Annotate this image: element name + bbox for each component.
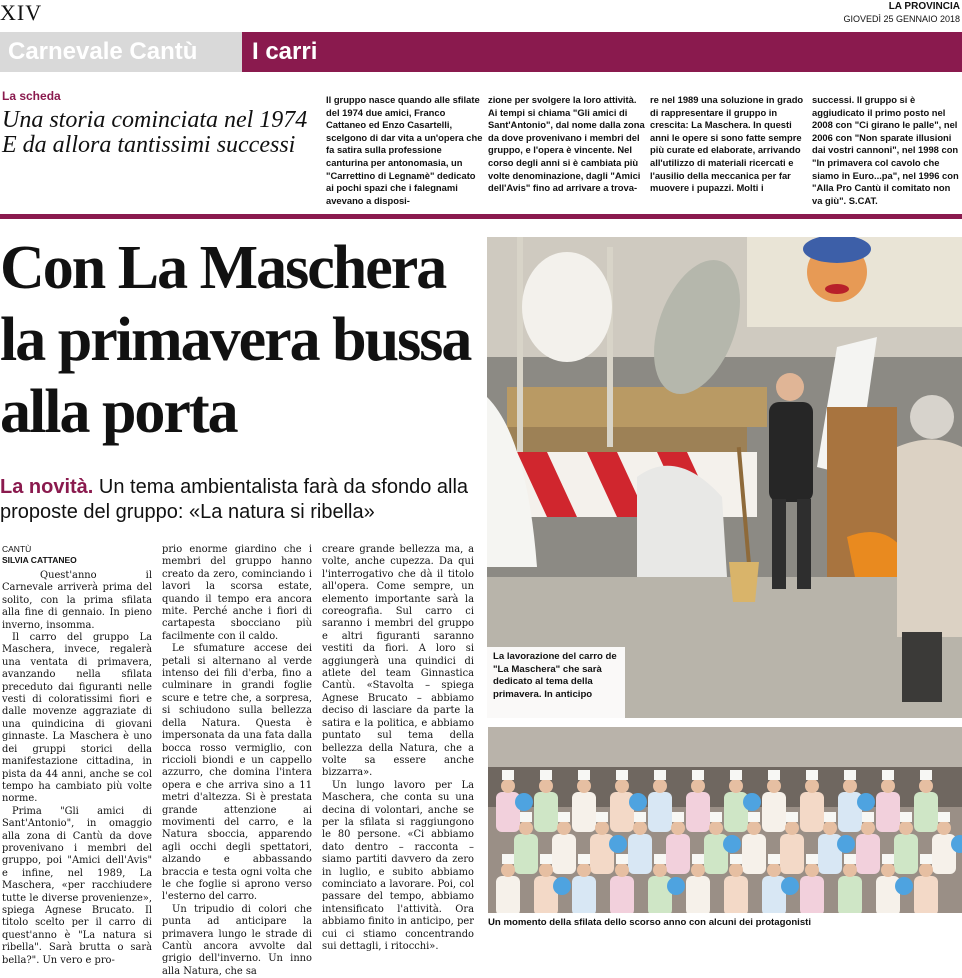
parade-figure-head <box>843 863 857 877</box>
parade-figure <box>800 792 824 832</box>
parade-figure <box>552 834 576 874</box>
subsection-title: I carri <box>242 32 962 72</box>
pompom <box>781 877 799 895</box>
paragraph: Le sfumature accese dei petali si alternano al verde intenso dei fili d'erba, fino a culminare in grandi foglie scure e tetre che, a sorpresa, si schiudono sulla bellezza della Natura. Questa è impersonata da una fata dalla bocca rosso vermiglio, con riccioli biondi e un cappello azzurro, che domina l'intera opera e che arriva sino a 11 metri d'altezza. Si è prestata grande attenzione ai movimenti del carro, e la Natura sboccia, apparendo agli occhi degli spettatori, alzando e abbassando braccia e testa ogni volta che le che foglie si aprono verso l'esterno del carro. <box>162 643 312 903</box>
section-bar <box>0 32 962 72</box>
parade-hat <box>502 770 514 780</box>
parade-figure <box>514 834 538 874</box>
parade-photo <box>488 727 962 913</box>
parade-figure-head <box>805 779 819 793</box>
pompom <box>857 793 875 811</box>
parade-figure-head <box>653 779 667 793</box>
parade-figure <box>572 876 596 913</box>
parade-figure-head <box>557 821 571 835</box>
parade-hat <box>768 854 780 864</box>
subheadline-text: Un tema ambientalista farà da sfondo alla proposte del gruppo: «La natura si ribella» <box>0 476 469 523</box>
parade-hat <box>824 812 836 822</box>
pompom <box>743 793 761 811</box>
section-title: Carnevale Cantù <box>0 32 242 72</box>
photo-caption: La lavorazione del carro de "La Maschera" che sarà dedicato al tema della primavera. In anticipo <box>487 647 625 718</box>
parade-figure <box>534 792 558 832</box>
paragraph: Il carro del gruppo La Maschera, invece, regalerà una ventata di primavera, avanzando nella sfilata preceduto dai figuranti nelle vesti di coloratissimi fiori e dalle movenze aggraziate di una quindicina di giovani ginnaste. La Maschera è uno dei gruppi storici della manifestazione cittadina, in pista da 44 anni, anche se col tempo ha cambiato più volte norme. <box>2 632 152 805</box>
parade-figure-head <box>615 779 629 793</box>
paragraph: Prima "Gli amici di Sant'Antonio", in omaggio alla zona di Cantù da dove provenivano i membri del gruppo, poi "Amici dell'Avis" e infine, nel 1989, La Maschera, «per racchiudere tutte le diverse provenienze», spiega Agnese Brucato. Il titolo scelto per il carro di quest'anno è "La natura si ribella". Sarà brutta o sarà bella?". Un vero e pro- <box>2 805 152 966</box>
parade-hat <box>844 770 856 780</box>
issue-date: GIOVEDÌ 25 GENNAIO 2018 <box>843 14 960 24</box>
parade-figure-head <box>767 863 781 877</box>
parade-figure <box>666 834 690 874</box>
parade-figure-head <box>595 821 609 835</box>
parade-figure-head <box>691 779 705 793</box>
subheadline-lead: La novità. <box>0 476 94 498</box>
parade-hat <box>882 770 894 780</box>
parade-hat <box>540 854 552 864</box>
parade-hat <box>578 854 590 864</box>
parade-figure <box>894 834 918 874</box>
parade-hat <box>692 854 704 864</box>
pompom <box>723 835 741 853</box>
pompom <box>609 835 627 853</box>
parade-figure <box>686 876 710 913</box>
parade-figure-head <box>519 821 533 835</box>
parade-figure-head <box>785 821 799 835</box>
parade-figure-head <box>539 779 553 793</box>
article-column-3 <box>322 544 474 953</box>
page-number: XIV <box>0 0 43 25</box>
parade-figure-head <box>843 779 857 793</box>
parade-hat <box>558 812 570 822</box>
pompom <box>837 835 855 853</box>
sidebar-column-1: Il gruppo nasce quando alle sfilate del 1974 due amici, Franco Cattaneo ed Enzo Casartelli, scelgono di dar vita a un'opera che fa satira sulla professione canturina per antonomasia, un "Carrettino di Legnamè" dedicato ai pochi spazi che i falegnami avevano a disposi- <box>326 94 483 206</box>
pompom <box>515 793 533 811</box>
parade-hat <box>634 812 646 822</box>
sidebar-title: Una storia cominciata nel 1974 E da allora tantissimi successi <box>2 107 308 158</box>
parade-figure <box>686 792 710 832</box>
parade-figure <box>856 834 880 874</box>
sidebar-column-2: zione per svolgere la loro attività. Ai tempi si chiama "Gli amici di Sant'Antonio", dal nome dalla zona da dove provenivano i membri del gruppo, e l'opera è vincente. Nel corso degli anni si è cambiata più volte denominazione, dagli "Amici dell'Avis" fino ad arrivare a trova- <box>488 94 645 194</box>
parade-hat <box>768 770 780 780</box>
parade-figure-head <box>823 821 837 835</box>
parade-figure-head <box>633 821 647 835</box>
newspaper-header <box>843 1 960 25</box>
parade-figure-head <box>709 821 723 835</box>
parade-figure <box>648 792 672 832</box>
newspaper-name: LA PROVINCIA <box>888 1 960 12</box>
parade-figure-head <box>899 821 913 835</box>
sidebar-column-3: re nel 1989 una soluzione in grado di rappresentare il gruppo in crescita: La Maschera. In questi anni le opere si sono fatte sempre più curate ed elaborate, arrivando all'utilizzo di materiali ricercati e l'ausilio della meccanica per far muovere i pupazzi. Molti i <box>650 94 804 194</box>
parade-hat <box>730 854 742 864</box>
parade-hat <box>920 854 932 864</box>
parade-figure-head <box>729 863 743 877</box>
dateline-place: CANTÙ <box>2 544 32 554</box>
parade-figure-head <box>671 821 685 835</box>
sidebar-column-4: successi. Il gruppo si è aggiudicato il primo posto nel 2008 con "Ci girano le palle", nel 2006 con "Non sparate illusioni dai vostri cannoni", nel 1998 con "In primavera col cavolo che siamo in Euro...pa", nel 1996 con "Alla Pro Cantù il comitato non va giù". S.CAT. <box>812 94 959 206</box>
article-column-1 <box>2 570 152 967</box>
parade-illustration <box>488 727 962 913</box>
parade-figure-head <box>937 821 951 835</box>
parade-figure <box>762 792 786 832</box>
parade-figure-head <box>805 863 819 877</box>
parade-figure-head <box>881 863 895 877</box>
pompom <box>553 877 571 895</box>
workshop-illustration <box>487 237 962 718</box>
parade-figure-head <box>861 821 875 835</box>
parade-hat <box>692 770 704 780</box>
parade-hat <box>616 854 628 864</box>
paragraph: Un tripudio di colori che punta ad anticipare la primavera lungo le strade di Cantù ancora avvolte dal grigio dell'inverno. Un inno alla Natura, che sa <box>162 903 312 977</box>
parade-figure-head <box>919 779 933 793</box>
parade-hat <box>806 770 818 780</box>
parade-figure-head <box>691 863 705 877</box>
parade-hat <box>786 812 798 822</box>
pompom <box>667 877 685 895</box>
parade-figure-head <box>919 863 933 877</box>
parade-hat <box>710 812 722 822</box>
parade-figure-head <box>881 779 895 793</box>
parade-hat <box>672 812 684 822</box>
parade-figure <box>610 876 634 913</box>
parade-hat <box>748 812 760 822</box>
parade-figure-head <box>577 863 591 877</box>
paragraph: Un lungo lavoro per La Maschera, che conta su una decina di volontari, anche se per la sfilata si raggiungono le 80 persone. «Ci abbiamo dato dentro – racconta – siamo partiti davvero da zero in luglio, e subito abbiamo cominciato a lavorare. Poi, col passare del tempo, abbiamo intensificato l'attività. Ora abbiamo finito in anticipo, per cui ci stiamo concentrando sui dettagli, i ritocchi». <box>322 779 474 952</box>
parade-hat <box>900 812 912 822</box>
parade-hat <box>616 770 628 780</box>
parade-figure-head <box>615 863 629 877</box>
parade-figure-head <box>653 863 667 877</box>
parade-figure <box>742 834 766 874</box>
parade-figure <box>838 876 862 913</box>
parade-figure-head <box>577 779 591 793</box>
parade-figure <box>628 834 652 874</box>
sidebar-label: La scheda <box>2 89 61 103</box>
parade-figure-head <box>767 779 781 793</box>
parade-figure <box>914 876 938 913</box>
parade-figure <box>876 792 900 832</box>
article-column-2 <box>162 544 312 978</box>
parade-hat <box>596 812 608 822</box>
article-subheadline <box>0 475 480 525</box>
parade-figure-head <box>729 779 743 793</box>
parade-hat <box>654 770 666 780</box>
parade-hat <box>730 770 742 780</box>
parade-figure <box>572 792 596 832</box>
parade-figure <box>780 834 804 874</box>
paragraph: prio enorme giardino che i membri del gruppo hanno creato da zero, cominciando i lavori la scorsa estate, quando il tempo era ancora mite. Perché anche i fiori di cartapesta sbocciano più facilmente con il caldo. <box>162 544 312 642</box>
parade-hat <box>882 854 894 864</box>
byline <box>2 544 77 566</box>
photo-caption-bottom: Un momento della sfilata dello scorso anno con alcuni dei protagonisti <box>488 917 812 928</box>
parade-hat <box>578 770 590 780</box>
parade-hat <box>938 812 950 822</box>
divider <box>0 214 962 219</box>
parade-figure-head <box>501 779 515 793</box>
parade-figure <box>496 876 520 913</box>
parade-hat <box>806 854 818 864</box>
article-headline: Con La Maschera la primavera bussa alla porta <box>0 234 471 446</box>
workshop-photo <box>487 237 962 718</box>
pompom <box>895 877 913 895</box>
parade-hat <box>862 812 874 822</box>
parade-figure <box>914 792 938 832</box>
author: SILVIA CATTANEO <box>2 555 77 565</box>
parade-hat <box>844 854 856 864</box>
paragraph: Quest'anno il Carnevale arriverà prima del solito, con la prima sfilata alla fine di gennaio. In pieno inverno, insomma. <box>2 570 152 631</box>
parade-figure-head <box>539 863 553 877</box>
pompom <box>629 793 647 811</box>
parade-hat <box>654 854 666 864</box>
paragraph: creare grande bellezza ma, a volte, anche cupezza. Da qui l'interrogativo che dà il titolo all'opera. Come sempre, un elemento importante sarà la coreografia. Sul carro ci saranno i membri del gruppo e altri figuranti saranno vestiti da fiori. A loro si aggiungerà una quindici di atlete del team Ginnastica Cantù. «Stavolta – spiega Agnese Brucato – abbiamo deciso di lasciare da parte la satira e la politica, e abbiamo puntato sul tema della bellezza della Natura, che a volte sa essere anche bizzarra». <box>322 544 474 779</box>
parade-hat <box>920 770 932 780</box>
parade-hat <box>502 854 514 864</box>
parade-figure <box>724 876 748 913</box>
parade-figure-head <box>501 863 515 877</box>
parade-figure-head <box>747 821 761 835</box>
parade-figure <box>800 876 824 913</box>
parade-hat <box>520 812 532 822</box>
parade-hat <box>540 770 552 780</box>
